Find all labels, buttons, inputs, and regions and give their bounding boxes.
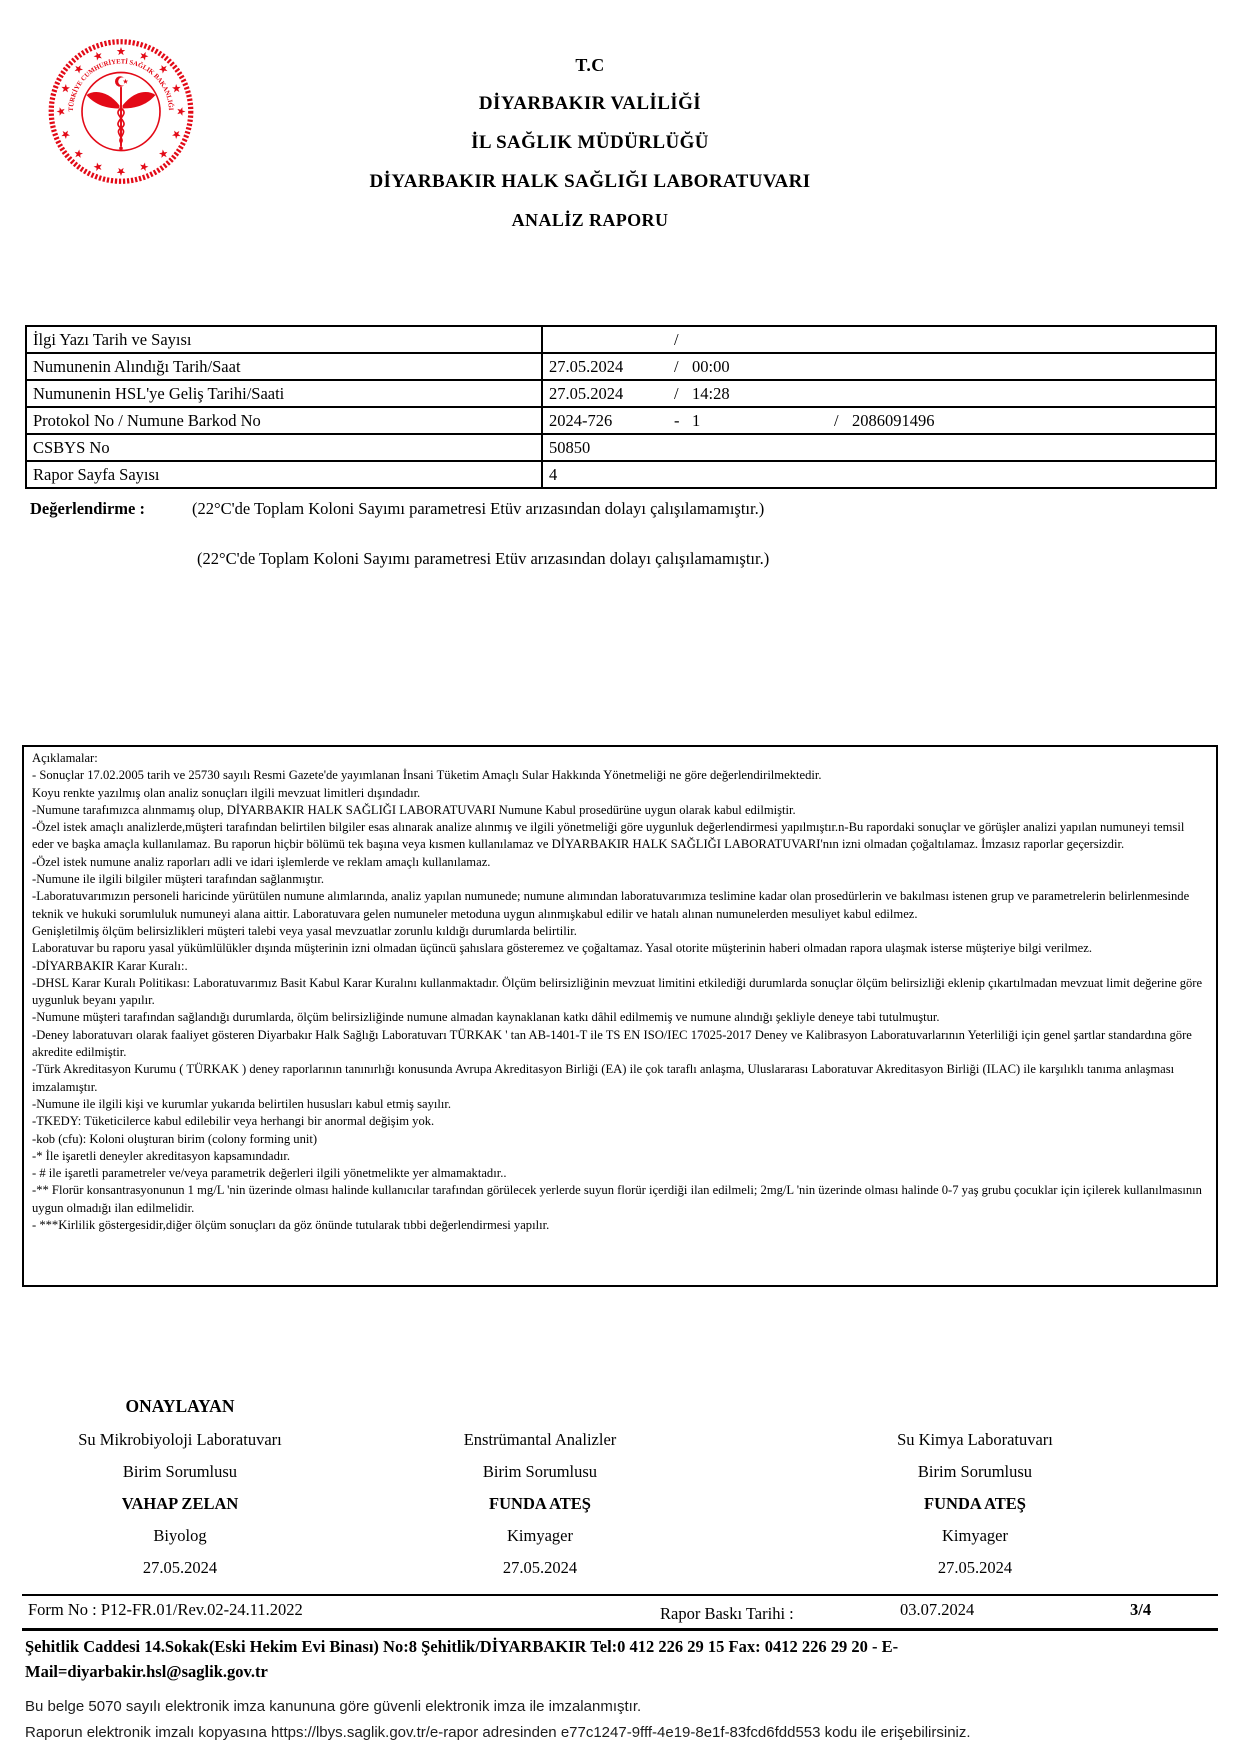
table-row [26,407,1216,434]
note-paragraph: Laboratuvar bu raporu yasal yükümlülükler dışında müşterinin izni olmadan üçüncü şahıslara gösteremez ve çoğaltamaz. Yasal otorite müşterinin haberi olmadan rapora ulaşmak isterse müşteriye bilgi verilmez. [32,941,1093,956]
print-date-value: 03.07.2024 [900,1600,975,1619]
note-paragraph: - Sonuçlar 17.02.2005 tarih ve 25730 sayılı Resmi Gazete'de yayımlanan İnsani Tüketim Amaçlı Sular Hakkında Yönetmeliği ne göre değerlendirilmektedir. [32,768,822,783]
note-paragraph: -Numune ile ilgili bilgiler müşteri tarafından sağlanmıştır. [32,872,325,887]
signature-profession: Kimyager [942,1526,1008,1545]
letterhead-governorship: DİYARBAKIR VALİLİĞİ [478,93,702,114]
note-paragraph: -Özel istek numune analiz raporları adli ve idari işlemlerde ve reklam amaçlı kullanılamaz. [32,854,491,869]
info-label: Numunenin HSL'ye Geliş Tarihi/Saati [26,380,542,407]
info-label: Protokol No / Numune Barkod No [26,407,542,434]
note-paragraph: -Numune ile ilgili kişi ve kurumlar yukarıda belirtilen hususları kabul etmiş sayılır. [32,1096,452,1111]
sample-info-table [25,325,1217,489]
emblem-ring-text: TÜRKİYE CUMHURİYETİ SAĞLIK BAKANLIĞI [67,58,175,112]
letterhead [0,55,1180,248]
evaluation-note-1: (22°C'de Toplam Koloni Sayımı parametresi Etüv arızasından dolayı çalışılamamıştır.) [192,499,765,518]
note-paragraph: -Deney laboratuvarı olarak faaliyet gösteren Diyarbakır Halk Sağlığı Laboratuvarı TÜRKAK ' tan AB-1401-T ile TS EN ISO/IEC 17025-2017 Deney ve Kalibrasyon Laboratuvarlarının Yeterliliği için genel şartlar standardına göre akredite edilmiştir. [32,1027,1192,1060]
table-row [26,326,1216,353]
note-paragraph: Açıklamalar: [32,751,98,765]
notes-box [22,745,1218,1287]
note-paragraph: -Türk Akreditasyon Kurumu ( TÜRKAK ) deney raporlarının tanınırlığı konusunda Avrupa Akreditasyon Birliği (EA) ile çok taraflı anlaşma, Uluslararası Laboratuvar Akreditasyon Birliği (ILAC) ile karşılıklı tanıma anlaşması imzalamıştır. [32,1062,1175,1094]
signature-block-water-chemistry [825,1430,1125,1590]
report-title: ANALİZ RAPORU [511,210,669,230]
footer-divider-thin [22,1594,1218,1596]
address-line-2: Mail=diyarbakir.hsl@saglik.gov.tr [25,1662,268,1681]
note-paragraph: -kob (cfu): Koloni oluşturan birim (colony forming unit) [32,1131,318,1146]
laboratory-address [25,1634,965,1684]
info-label: Rapor Sayfa Sayısı [26,461,542,488]
signature-date: 27.05.2024 [937,1558,1013,1577]
approval-title: ONAYLAYAN [125,1396,235,1416]
note-paragraph: -Laboratuvarımızın personeli haricinde yürütülen numune alımlarında, analiz yapılan numunede; numune alımından laboratuvarımıza teslimine kadar olan prosedürlerin ve bakılması istenen grup ve parametrelerin belirlenmesinde teknik ve hukuki sorumluluk numuneyi alana aittir. Laboratuvara gelen numuneler metoduna uygun alınmışkabul edilir ve hatalı alınan numunelerden mesuliyet kabul edilmez. [32,889,1190,921]
note-paragraph: -Özel istek amaçlı analizlerde,müşteri tarafından belirtilen bilgiler esas alınarak analize alınmış ve ilgili yönetmeliği göre uygunluk değerlendirmesi yapılmıştır.n-Bu rapordaki sonuçlar ve görüşler analizi yapılan numuneyi temsil eder ve başka amaçla kullanılamaz. Bu raporun hiçbir bölümü tek başına veya kısmen kullanılamaz ve DİYARBAKIR HALK SAĞLIĞI LABORATUVARI'nın izni olmadan çoğaltılamaz. İmzasız raporlar geçersizdir. [32,820,1185,852]
footer-divider-thick [22,1628,1218,1631]
info-label: Numunenin Alındığı Tarih/Saat [26,353,542,380]
note-paragraph: Genişletilmiş ölçüm belirsizlikleri müşteri talebi veya yasal mevzuatlar zorunlu kıldığı durumlarda belirtilir. [32,923,577,938]
letterhead-laboratory: DİYARBAKIR HALK SAĞLIĞI LABORATUVARI [369,171,811,192]
note-paragraph: -DİYARBAKIR Karar Kuralı:. [32,958,188,973]
signature-profession: Kimyager [507,1526,573,1545]
signature-block-microbiology [30,1430,330,1590]
note-paragraph: -* İle işaretli deneyler akreditasyon kapsamındadır. [32,1148,291,1163]
address-line-1: Şehitlik Caddesi 14.Sokak(Eski Hekim Evi Binası) No:8 Şehitlik/DİYARBAKIR Tel:0 412 226 29 15 Fax: 0412 226 29 20 - E- [25,1637,899,1656]
table-row [26,434,1216,461]
info-value: 27.05.2024 / 00:00 [542,353,1216,380]
table-row [26,353,1216,380]
signature-unit: Su Mikrobiyoloji Laboratuvarı [78,1430,282,1449]
info-label: CSBYS No [26,434,542,461]
letterhead-tc: T.C [575,55,605,75]
note-paragraph: Koyu renkte yazılmış olan analiz sonuçları ilgili mevzuat limitleri dışındadır. [32,785,421,800]
note-paragraph: - # ile işaretli parametreler ve/veya parametrik değerleri ilgili yönetmelikte yer almamaktadır.. [32,1166,507,1181]
signature-role: Birim Sorumlusu [917,1462,1033,1481]
note-paragraph: -** Florür konsantrasyonunun 1 mg/L 'nin üzerinde olması halinde kullanıcılar tarafından görülecek yerlerde suyun florür içerdiği ilan edilmeli; 2mg/L 'nin üzerinde olması halinde 0-7 yaş grubu çocuklar için içilerek kullanılmasının uygun olmadığı ilan edilmelidir. [32,1183,1202,1215]
note-paragraph: - ***Kirlilik göstergesidir,diğer ölçüm sonuçları da göz önünde tutularak tıbbi değerlendirmesi yapılır. [32,1218,550,1233]
signature-name: VAHAP ZELAN [121,1494,239,1513]
info-value: / [542,326,1216,353]
note-paragraph: -Numune tarafımızca alınmamış olup, DİYARBAKIR HALK SAĞLIĞI LABORATUVARI Numune Kabul prosedürüne uygun olarak kabul edilmiştir. [32,802,796,817]
info-label: İlgi Yazı Tarih ve Sayısı [26,326,542,353]
print-date-label: Rapor Baskı Tarihi : [660,1604,794,1623]
signature-profession: Biyolog [153,1526,207,1545]
info-value: 27.05.2024 / 14:28 [542,380,1216,407]
info-value: 4 [542,461,1216,488]
signature-unit: Enstrümantal Analizler [463,1430,617,1449]
signature-name: FUNDA ATEŞ [924,1494,1026,1513]
note-paragraph: -Numune müşteri tarafından sağlandığı durumlarda, ölçüm belirsizliğinde numune almadan kaynaklanan katkı dâhil edilmemiş ve numune alındığı şekliyle deneye tabi tutulmuştur. [32,1010,940,1025]
signature-name: FUNDA ATEŞ [489,1494,591,1513]
signature-date: 27.05.2024 [502,1558,578,1577]
evaluation-label: Değerlendirme : [30,499,145,518]
table-row [26,461,1216,488]
info-value: 50850 [542,434,1216,461]
info-value: 2024-726 - 1 / 2086091496 [542,407,1216,434]
esignature-statement: Bu belge 5070 sayılı elektronik imza kanununa göre güvenli elektronik imza ile imzalanmıştır. [25,1698,642,1715]
signature-date: 27.05.2024 [142,1558,218,1577]
note-paragraph: -DHSL Karar Kuralı Politikası: Laboratuvarımız Basit Kabul Karar Kuralını kullanmaktadır. Ölçüm belirsizliğinin mevzuat limitini etkilediği durumlarda sonuçlar ölçüm belirsizliği eklenip çıkartılmadan mevzuat limit değerine göre uygunluk beyanı yapılır. [32,975,1203,1008]
letterhead-directorate: İL SAĞLIK MÜDÜRLÜĞÜ [471,132,709,153]
note-paragraph: -TKEDY: Tüketicilerce kabul edilebilir veya herhangi bir anormal değişim yok. [32,1114,435,1129]
esignature-verification: Raporun elektronik imzalı kopyasına https://lbys.saglik.gov.tr/e-rapor adresinden e77c1247-9fff-4e19-8e1f-83fcd6fdd553 kodu ile erişebilirsiniz. [25,1724,971,1741]
signature-unit: Su Kimya Laboratuvarı [897,1430,1053,1449]
table-row [26,380,1216,407]
signature-role: Birim Sorumlusu [122,1462,238,1481]
evaluation-note-2: (22°C'de Toplam Koloni Sayımı parametresi Etüv arızasından dolayı çalışılamamıştır.) [197,549,770,568]
signature-block-instrumental [390,1430,690,1590]
page-number: 3/4 [1130,1600,1152,1619]
signature-role: Birim Sorumlusu [482,1462,598,1481]
form-number: Form No : P12-FR.01/Rev.02-24.11.2022 [28,1600,303,1619]
